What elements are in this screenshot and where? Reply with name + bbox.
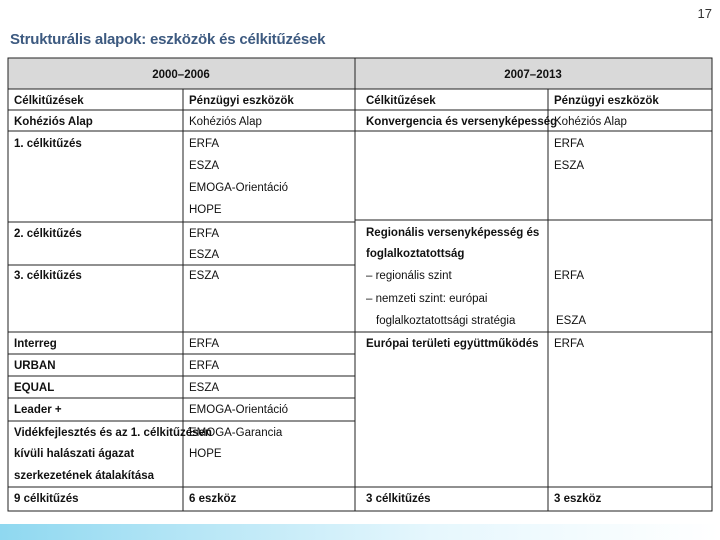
regional-title-line: foglalkoztatottság [366,248,465,260]
footer-gradient-bar [0,524,720,540]
obj1-tool: HOPE [189,204,222,216]
leader-tool: EMOGA-Orientáció [189,404,289,416]
page-title: Strukturális alapok: eszközök és célkitűzések [10,31,326,48]
national-level-line: – nemzeti szint: európai [366,293,488,305]
rural-label-line: szerkezetének átalakítása [14,470,155,482]
obj2-tool: ERFA [189,228,220,240]
right-total-objectives: 3 célkitűzés [366,493,431,505]
rural-label-line: Vidékfejlesztés és az 1. célkitűzésen [14,427,212,439]
obj1-tool: ERFA [189,138,220,150]
regional-level: – regionális szint [366,270,452,282]
obj3-label: 3. célkitűzés [14,270,82,282]
equal-tool: ESZA [189,382,220,394]
equal-label: EQUAL [14,382,55,394]
slide-number: 17 [697,6,712,21]
kohezios-label: Kohéziós Alap [14,116,93,128]
header-objectives-right: Célkitűzések [366,95,436,107]
national-level-tool: ESZA [556,315,587,327]
period-right: 2007–2013 [504,69,562,81]
rural-tool: EMOGA-Garancia [189,427,283,439]
header-objectives-left: Célkitűzések [14,95,84,107]
rural-label-line: kívüli halászati ágazat [14,448,135,460]
convergence-tool: Kohéziós Alap [554,116,627,128]
left-total-tools: 6 eszköz [189,493,237,505]
urban-tool: ERFA [189,360,220,372]
convergence-tool: ERFA [554,138,585,150]
interreg-tool: ERFA [189,338,220,350]
convergence-label: Konvergencia és versenyképesség [366,116,558,128]
header-instruments-left: Pénzügyi eszközök [189,95,294,107]
urban-label: URBAN [14,360,56,372]
territorial-label: Európai területi együttműködés [366,338,539,350]
territorial-tool: ERFA [554,338,585,350]
convergence-tool: ESZA [554,160,585,172]
interreg-label: Interreg [14,338,57,350]
obj1-tool: ESZA [189,160,220,172]
regional-level-tool: ERFA [554,270,585,282]
obj3-tool: ESZA [189,270,220,282]
rural-tool: HOPE [189,448,222,460]
leader-label: Leader + [14,404,62,416]
obj1-tool: EMOGA-Orientáció [189,182,289,194]
national-level-line: foglalkoztatottsági stratégia [376,315,516,327]
period-header-band [8,58,712,89]
right-total-tools: 3 eszköz [554,493,602,505]
left-total-objectives: 9 célkitűzés [14,493,79,505]
kohezios-tool: Kohéziós Alap [189,116,262,128]
obj2-label: 2. célkitűzés [14,228,82,240]
obj2-tool: ESZA [189,249,220,261]
header-instruments-right: Pénzügyi eszközök [554,95,659,107]
obj1-label: 1. célkitűzés [14,138,82,150]
regional-title-line: Regionális versenyképesség és [366,227,540,239]
period-left: 2000–2006 [152,69,210,81]
